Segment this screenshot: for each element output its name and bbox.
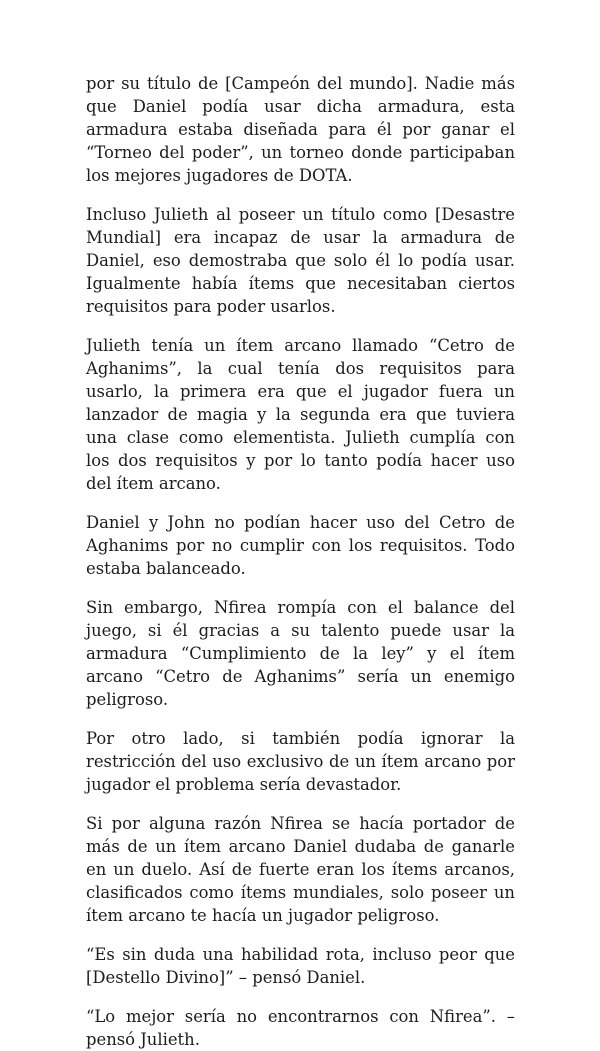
paragraph-4: Daniel y John no podían hacer uso del Cetro de Aghanims por no cumplir con los requisitos. Todo estaba balanceado. [86,513,515,578]
paragraph-3: Julieth tenía un ítem arcano llamado “Cetro de Aghanims”, la cual tenía dos requisitos para usarlo, la primera era que el jugador fuera un lanzador de magia y la segunda era que tuviera una clase como elementista. Julieth cumplía con los dos requisitos y por lo tanto podía hacer uso del ítem arcano. [86,336,515,493]
paragraph-6: Por otro lado, si también podía ignorar la restricción del uso exclusivo de un ítem arcano por jugador el problema sería devastador. [86,729,515,794]
paragraph-1: por su título de [Campeón del mundo]. Nadie más que Daniel podía usar dicha armadura, esta armadura estaba diseñada para él por ganar el “Torneo del poder”, un torneo donde participaban los mejores jugadores de DOTA. [86,74,515,185]
paragraph-7: Si por alguna razón Nfirea se hacía portador de más de un ítem arcano Daniel dudaba de ganarle en un duelo. Así de fuerte eran los ítems arcanos, clasificados como ítems mundiales, solo poseer un ítem arcano te hacía un jugador peligroso. [86,814,515,925]
paragraph-9: “Lo mejor sería no encontrarnos con Nfirea”. – pensó Julieth. [86,1007,515,1049]
paragraph-8: “Es sin duda una habilidad rota, incluso peor que [Destello Divino]” – pensó Daniel. [86,945,515,987]
paragraph-2: Incluso Julieth al poseer un título como [Desastre Mundial] era incapaz de usar la armadura de Daniel, eso demostraba que solo él lo podía usar. Igualmente había ítems que necesitaban ciertos requisitos para poder usarlos. [86,205,515,316]
document-page [86,72,515,1051]
paragraph-5: Sin embargo, Nfirea rompía con el balance del juego, si él gracias a su talento puede usar la armadura “Cumplimiento de la ley” y el ítem arcano “Cetro de Aghanims” sería un enemigo peligroso. [86,598,515,709]
